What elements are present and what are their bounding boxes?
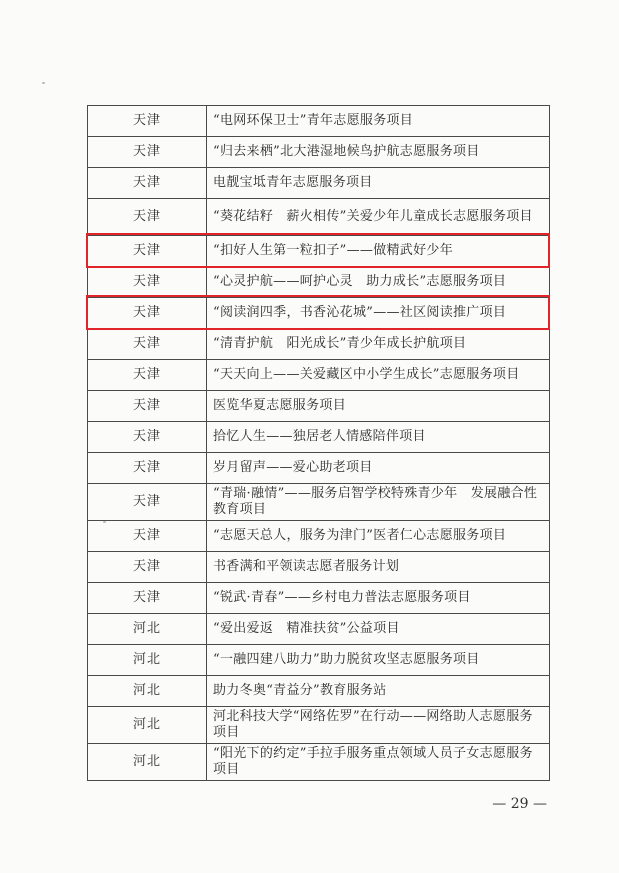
- province-cell: 天津: [88, 298, 207, 329]
- table-row: [88, 676, 550, 707]
- table-row: [88, 168, 550, 199]
- province-cell: 天津: [88, 453, 207, 484]
- province-cell: 天津: [88, 484, 207, 521]
- project-cell: “清青护航 阳光成长”青少年成长护航项目: [207, 329, 550, 360]
- projects-table: [87, 105, 550, 781]
- table-row: [88, 137, 550, 168]
- table-row: [88, 391, 550, 422]
- table-row: [88, 329, 550, 360]
- scan-speck: [42, 82, 45, 84]
- province-cell: 天津: [88, 236, 207, 267]
- project-cell: “归去来栖”北大港湿地候鸟护航志愿服务项目: [207, 137, 550, 168]
- project-cell: “天天向上——关爱藏区中小学生成长”志愿服务项目: [207, 360, 550, 391]
- province-cell: 天津: [88, 199, 207, 236]
- province-cell: 河北: [88, 645, 207, 676]
- province-cell: 天津: [88, 137, 207, 168]
- project-cell: “葵花结籽 薪火相传”关爱少年儿童成长志愿服务项目: [207, 199, 550, 236]
- table-row: [88, 521, 550, 552]
- project-cell: “锐武·青春”——乡村电力普法志愿服务项目: [207, 583, 550, 614]
- page-number: — 29 —: [492, 796, 547, 812]
- project-cell: “阳光下的约定”手拉手服务重点领域人员子女志愿服务项目: [207, 744, 550, 781]
- table-row: [88, 645, 550, 676]
- project-cell: 助力冬奥“青益分”教育服务站: [207, 676, 550, 707]
- province-cell: 天津: [88, 267, 207, 298]
- project-cell: 岁月留声——爱心助老项目: [207, 453, 550, 484]
- table-row: [88, 453, 550, 484]
- project-cell: “志愿天总人，服务为津门”医者仁心志愿服务项目: [207, 521, 550, 552]
- province-cell: 天津: [88, 329, 207, 360]
- province-cell: 天津: [88, 521, 207, 552]
- project-cell: “心灵护航——呵护心灵 助力成长”志愿服务项目: [207, 267, 550, 298]
- table-row: [88, 360, 550, 391]
- table-row: [88, 484, 550, 521]
- province-cell: 天津: [88, 360, 207, 391]
- project-cell: “阅读润四季，书香沁花城”——社区阅读推广项目: [207, 298, 550, 329]
- province-cell: 河北: [88, 676, 207, 707]
- project-cell: “一融四建八助力”助力脱贫攻坚志愿服务项目: [207, 645, 550, 676]
- table-row: [88, 614, 550, 645]
- province-cell: 天津: [88, 106, 207, 137]
- province-cell: 天津: [88, 583, 207, 614]
- province-cell: 天津: [88, 422, 207, 453]
- project-cell: 电靓宝坻青年志愿服务项目: [207, 168, 550, 199]
- table-row: [88, 422, 550, 453]
- province-cell: 河北: [88, 707, 207, 744]
- table-row: [88, 199, 550, 236]
- row-highlight-box: [86, 295, 550, 330]
- province-cell: 天津: [88, 168, 207, 199]
- table-row: [88, 744, 550, 781]
- table-row: [88, 583, 550, 614]
- table-row: [88, 552, 550, 583]
- province-cell: 天津: [88, 391, 207, 422]
- table-row: [88, 707, 550, 744]
- project-cell: 河北科技大学“网络佐罗”在行动——网络助人志愿服务项目: [207, 707, 550, 744]
- project-cell: “扣好人生第一粒扣子”——做精武好少年: [207, 236, 550, 267]
- project-cell: “爱出爱返 精准扶贫”公益项目: [207, 614, 550, 645]
- row-highlight-box: [86, 233, 550, 268]
- project-cell: 医览华夏志愿服务项目: [207, 391, 550, 422]
- project-cell: 书香满和平领读志愿者服务计划: [207, 552, 550, 583]
- province-cell: 天津: [88, 552, 207, 583]
- project-cell: 拾忆人生——独居老人情感陪伴项目: [207, 422, 550, 453]
- table-row: [88, 106, 550, 137]
- table-row: [88, 267, 550, 298]
- project-cell: “电网环保卫士”青年志愿服务项目: [207, 106, 550, 137]
- projects-table-body: [88, 106, 550, 781]
- province-cell: 河北: [88, 744, 207, 781]
- province-cell: 河北: [88, 614, 207, 645]
- project-cell: “青瑞·融情”——服务启智学校特殊青少年 发展融合性教育项目: [207, 484, 550, 521]
